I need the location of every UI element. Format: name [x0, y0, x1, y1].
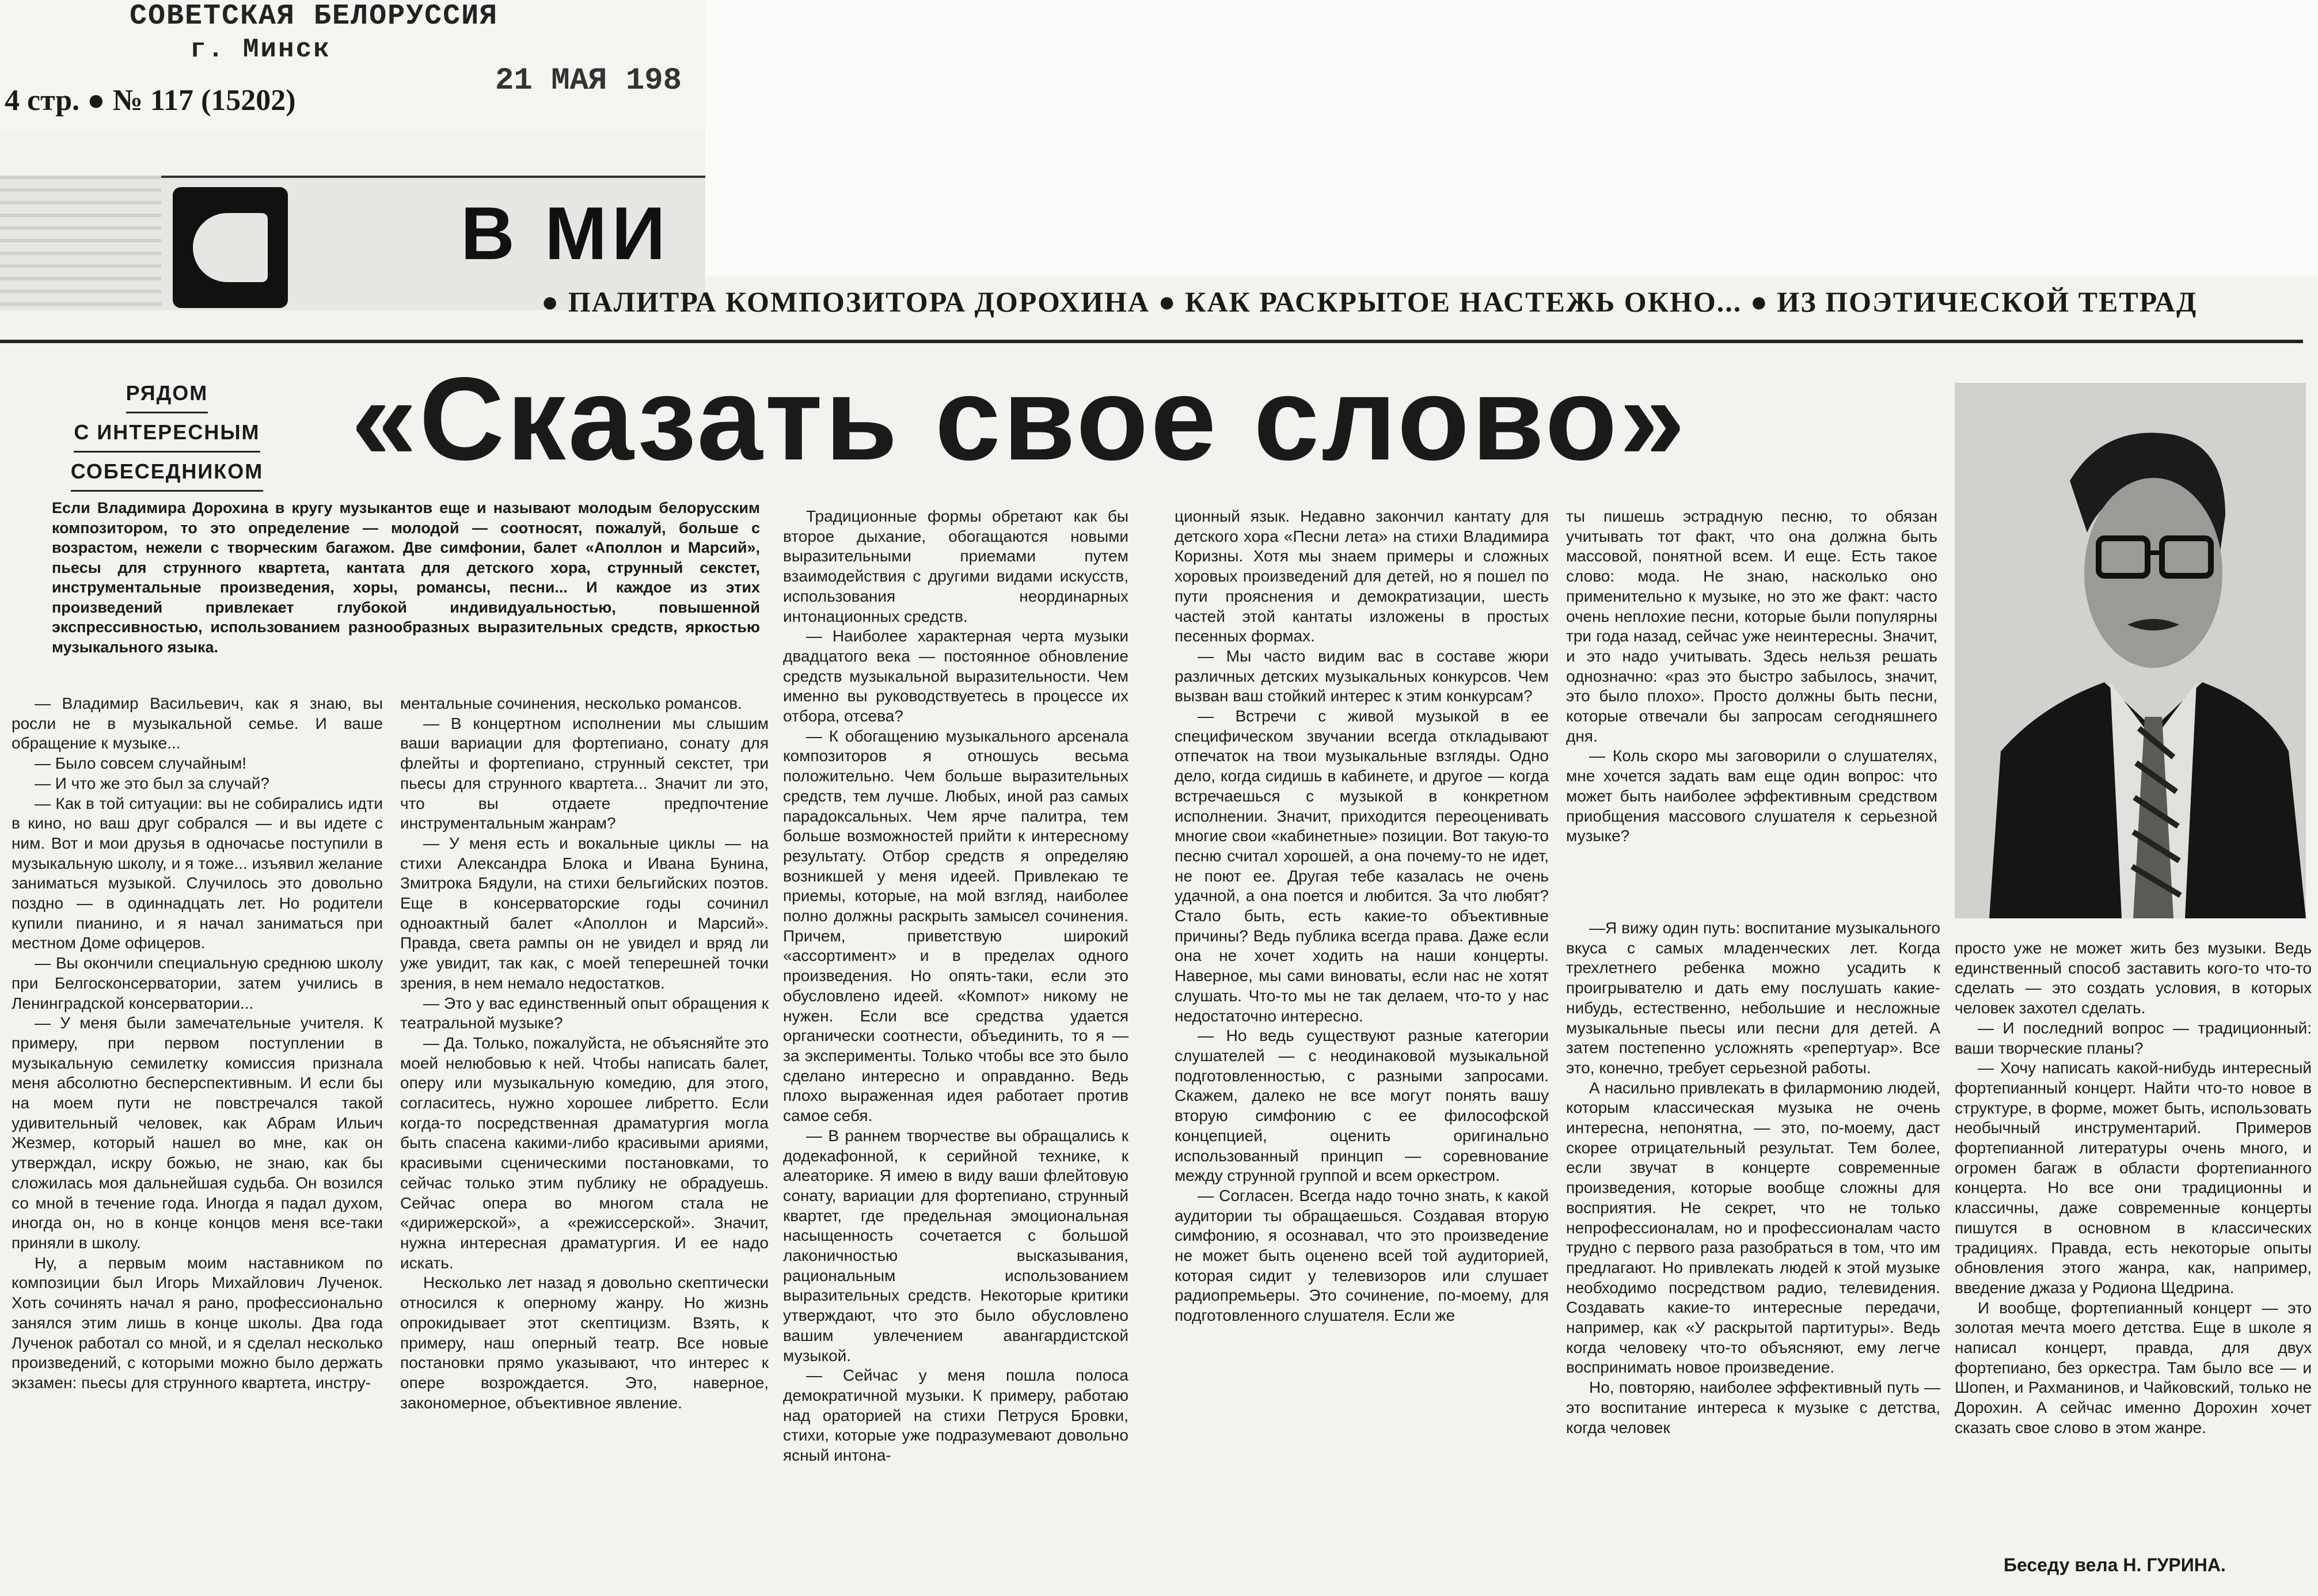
kicker-line: С ИНТЕРЕСНЫМ	[74, 413, 260, 453]
kicker	[52, 374, 282, 492]
column-2	[400, 694, 769, 1413]
paragraph: — Мы часто видим вас в составе жюри различных детских музыкальных конкурсов. Чем вызван ваш стойкий интерес к этим конкурсам?	[1175, 647, 1549, 705]
paragraph: — Было совсем случайным!	[35, 754, 247, 773]
paragraph: — Как в той ситуации: вы не собирались идти в кино, но ваш друг собрался — и вы идете с ним. Вот и мои друзья в одночасье поступили в музыкальную школу, и я тоже... изъявил желание заниматься музыкой. Случилось это довольно поздно — в одиннадцать лет. Но родители купили пианино, и я начал заниматься при местном Доме офицеров.	[12, 794, 383, 952]
portrait-image	[1955, 383, 2306, 918]
paragraph: — К обогащению музыкального арсенала композиторов я отношусь весьма положительно. Чем больше выразительных средств, тем лучше. Любых, иной раз самых парадоксальных. Чем ярче палитра, тем больше возможностей прийти к интересному результату. Отбор средств я определяю возникшей у меня идеей. Привлекаю те приемы, которые, на мой взгляд, наиболее полно должны раскрыть замысел сочинения. Причем, приветствую широкий «ассортимент» и в пределах одного произведения. Но опять-таки, если это обусловлено идеей. «Компот» никому не нужен. Если все средства удается органически соотнести, объединить, то я — за эксперименты. Только чтобы все это было сделано интересно и оправданно. Ведь плохо выраженная идея работает против самое себя.	[783, 727, 1128, 1125]
kicker-line: РЯДОМ	[126, 374, 208, 413]
paragraph: Традиционные формы обретают как бы второе дыхание, обогащаются новыми выразительными приемами путем взаимодействия с другими видами искусств, использования неординарных интонационных средств.	[783, 507, 1128, 625]
rubric-logo-inner	[193, 213, 268, 282]
paragraph: — И что же это был за случай?	[35, 774, 269, 792]
paragraph: — Согласен. Всегда надо точно знать, к какой аудитории ты обращаешься. Создавая вторую симфонию, я осознавал, что это произведение не может быть оценено всей той аудиторией, которая сидит у телевизоров или слушает радиопремьеры. Это сочинение, по-моему, для подготовленного слушателя. Если же	[1175, 1186, 1549, 1325]
paragraph: ты пишешь эстрадную песню, то обязан учитывать тот факт, что она должна быть массовой, понятной всем. И еще. Есть такое слово: мода. Не знаю, насколько оно применительно к музыке, но это же факт: часто очень неплохие песни, которые были популярны три года назад, сейчас уже неинтересны. Значит, и это надо учитывать. Здесь нельзя решать однозначно: «раз это быстро забылось, значит, это было плохо». Просто должны быть песни, которые отвечали бы запросам сегодняшнего дня.	[1566, 507, 1937, 745]
rubric-stripes	[0, 176, 161, 308]
column-3	[783, 507, 1128, 1466]
issue-line: 4 стр. ● № 117 (15202)	[5, 84, 296, 117]
stamp-city: г. Минск	[190, 35, 331, 64]
paragraph: — В раннем творчестве вы обращались к додекафонной, к серийной технике, к алеаторике. Я имею в виду ваши флейтовую сонату, вариации для фортепиано, струнный квартет, где предельная эмоциональная насыщенность сочетается с большой лаконичностью высказывания, рациональным использованием выразительных средств. Некоторые критики утверждают, что это было обусловлено вашим увлечением авангардистской музыкой.	[783, 1126, 1128, 1365]
paragraph: —Я вижу один путь: воспитание музыкального вкуса с самых младенческих лет. Когда трехлетнего ребенка можно усадить к проигрывателю и дать ему послушать какие-нибудь, естественно, небольшие и несложные музыкальные пьесы или песни для детей. А затем постепенно усложнять «репертуар». Все это, конечно, требует серьезной работы.	[1566, 919, 1940, 1077]
paragraph: — Сейчас у меня пошла полоса демократичной музыки. К примеру, работаю над ораторией на стихи Петруся Бровки, стихи, которые уже подразумевают довольно ясный интона-	[783, 1366, 1128, 1465]
paragraph: — Владимир Васильевич, как я знаю, вы росли не в музыкальной семье. И ваше обращение к музыке...	[12, 694, 383, 753]
paragraph: просто уже не может жить без музыки. Ведь единственный способ заставить кого-то что-то сделать — это создать условия, в которых человек захотел сделать.	[1955, 939, 2312, 1017]
paragraph: Но, повторяю, наиболее эффективный путь — это воспитание интереса к музыке с детства, когда человек	[1566, 1378, 1940, 1437]
rubric-title: В МИ	[461, 191, 670, 275]
column-5-top	[1566, 507, 1937, 846]
paragraph: ментальные сочинения, несколько романсов.	[400, 694, 742, 712]
paragraph: Ну, а первым моим наставником по композиции был Игорь Михайлович Лученок. Хоть сочинять начал я рано, профессионально занялся этим лишь в конце школы. Два года Лученок работал со мной, и я сделал несколько произведений, с которыми можно было держать экзамен: пьесы для струнного квартета, инстру-	[12, 1253, 383, 1392]
column-1	[12, 694, 383, 1393]
headline: «Сказать свое слово»	[351, 353, 1688, 485]
column-5-bottom	[1566, 918, 1940, 1438]
column-4	[1175, 507, 1549, 1326]
paragraph: — Коль скоро мы заговорили о слушателях, мне хочется задать вам еще один вопрос: что может быть наиболее эффективным средством приобщения массового слушателя к серьезной музыке?	[1566, 747, 1937, 845]
paragraph: И вообще, фортепианный концерт — это золотая мечта моего детства. Еще в школе я написал концерт, правда, для двух фортепиано, без оркестра. Там было все — и Шопен, и Рахманинов, и Чайковский, только не Дорохин. А сейчас именно Дорохин хочет сказать свое слово в этом жанре.	[1955, 1298, 2312, 1437]
paragraph: — И последний вопрос — традиционный: ваши творческие планы?	[1955, 1019, 2312, 1057]
paragraph: — Вы окончили специальную среднюю школу при Белгосконсерватории, затем учились в Ленинградской консерватории...	[12, 954, 383, 1012]
composer-photo	[1955, 383, 2306, 918]
topics-rule	[0, 340, 2303, 343]
paragraph: — Да. Только, пожалуйста, не объясняйте это моей нелюбовью к ней. Чтобы написать балет, оперу или музыкальную комедию, для этого, согласитесь, нужно хорошее либретто. Если когда-то посредственная драматургия могла быть спасена какими-либо красивыми ариями, красивыми сценическими постановками, то сейчас только этим публику не обрадуешь. Сейчас опера во многом стала не «дирижерской», а «режиссерской». Значит, нужна интересная драматургия. И ее надо искать.	[400, 1033, 769, 1272]
kicker-line: СОБЕСЕДНИКОМ	[71, 453, 263, 492]
topics-strip: ● ПАЛИТРА КОМПОЗИТОРА ДОРОХИНА ● КАК РАСКРЫТОЕ НАСТЕЖЬ ОКНО... ● ИЗ ПОЭТИЧЕСКОЙ ТЕТРАД	[541, 286, 2198, 318]
column-6	[1955, 938, 2312, 1438]
paragraph: А насильно привлекать в филармонию людей, которым классическая музыка не очень интересна, непонятна, — это, по-моему, даст скорее отрицательный результат. Тем более, если звучат в концерте современные произведения, которые вообще сложны для восприятия. Не секрет, что не только непрофессионалам, но и профессионалам часто трудно с первого раза разобраться в том, что им предлагают. Но привлекать людей к этой музыке необходимо посредством радио, телевидения. Создавать какие-то интересные передачи, например, как «У раскрытой партитуры». Ведь когда человеку что-то объясняют, ему легче воспринимать новое произведение.	[1566, 1078, 1940, 1377]
paragraph: — Это у вас единственный опыт обращения к театральной музыке?	[400, 994, 769, 1032]
paragraph: — В концертном исполнении мы слышим ваши вариации для фортепиано, сонату для флейты и фортепиано, струнный секстет, три пьесы для струнного квартета... Значит ли это, что вы отдаете предпочтение инструментальным жанрам?	[400, 714, 769, 833]
byline: Беседу вела Н. ГУРИНА.	[2004, 1555, 2226, 1575]
stamp-date: 21 МАЯ 198	[495, 63, 682, 98]
paragraph: — Но ведь существуют разные категории слушателей — с неодинаковой музыкальной подготовленностью, с разными запросами. Скажем, далеко не все могут понять вашу вторую симфонию с ее философской концепцией, оценить оригинально использованный принцип — соревнование между струнной группой и всем оркестром.	[1175, 1027, 1549, 1185]
paragraph: — У меня есть и вокальные циклы — на стихи Александра Блока и Ивана Бунина, Змитрока Бядули, на стихи бельгийских поэтов. Еще в консерваторские годы сочинил одноактный балет «Аполлон и Марсий». Правда, света рампы он не увидел и вряд ли уже увидит, так как, с моей теперешней точки зрения, в нем немало недостатков.	[400, 834, 769, 992]
paragraph: ционный язык. Недавно закончил кантату для детского хора «Песни лета» на стихи Владимира Коризны. Хотя мы знаем примеры и сложных хоровых произведений для детей, но я пошел по пути прояснения и демократизации, шесть частей этой кантаты изложены в простых песенных формах.	[1175, 507, 1549, 645]
stamp-newspaper: СОВЕТСКАЯ БЕЛОРУССИЯ	[130, 0, 499, 33]
paragraph: — Хочу написать какой-нибудь интересный фортепианный концерт. Найти что-то новое в структуре, в форме, может быть, использовать необычный инструментарий. Примеров фортепианной литературы очень много, и огромен багаж в области фортепианного концерта. Но все они традиционны и классичны, даже современные концерты пишутся в основном в классических традициях. Правда, есть некоторые опыты обновления этого жанра, как, например, введение джаза у Родиона Щедрина.	[1955, 1059, 2312, 1297]
paragraph: — Наиболее характерная черта музыки двадцатого века — постоянное обновление средств музыкальной выразительности. Чем именно вы руководствуетесь в процессе их отбора, отсева?	[783, 627, 1128, 725]
blank-paper-top	[705, 0, 2318, 276]
lead-paragraph: Если Владимира Дорохина в кругу музыкантов еще и называют молодым белорусским композитором, то это определение — молодой — соотносят, пожалуй, больше с возрастом, нежели с творческим багажом. Две симфонии, балет «Аполлон и Марсий», пьесы для струнного квартета, кантата для детского хора, струнный секстет, инструментальные произведения, хоры, романсы, песни... И каждое из этих произведений привлекает глубокой индивидуальностью, повышенной экспрессивностью, использованием разнообразных выразительных средств, яркостью музыкального языка.	[52, 499, 760, 656]
paragraph: Несколько лет назад я довольно скептически относился к оперному жанру. Но жизнь опрокидывает этот скептицизм. Взять, к примеру, наш оперный театр. Все новые постановки прямо указывают, что интерес к опере возрождается. Это, наверное, закономерное, объективное явление.	[400, 1274, 769, 1412]
paragraph: — У меня были замечательные учителя. К примеру, при первом поступлении в музыкальную семилетку комиссия признала меня абсолютно бесперспективным. И если бы на моем пути не повстречался такой удивительный человек, как Абрам Ильич Жезмер, который нашел во мне, как он утверждал, искру божью, не знаю, как бы сложилась моя дальнейшая судьба. Он возился со мной в течение года. Иногда я падал духом, иногда он, но в конце концов меня все-таки приняли в школу.	[12, 1014, 383, 1252]
paragraph: — Встречи с живой музыкой в ее специфическом звучании всегда откладывают отпечаток на твои музыкальные взгляды. Одно дело, когда сидишь в кабинете, и другое — когда встречаешься с музыкой в конкретном исполнении. Значит, приходится переоценивать многие свои «кабинетные» позиции. Вот такую-то песню считал хорошей, а она почему-то не идет, не поют ее. Другая тебе казалась не очень удачной, а она поется и любится. За что любят? Стало быть, есть какие-то объективные причины? Ведь публика всегда права. Даже если она не хочет ходить на наши концерты. Наверное, мы сами виноваты, если нас не хотят слушать. Что-то мы не так делаем, что-то у нас недостаточно интересно.	[1175, 707, 1549, 1025]
